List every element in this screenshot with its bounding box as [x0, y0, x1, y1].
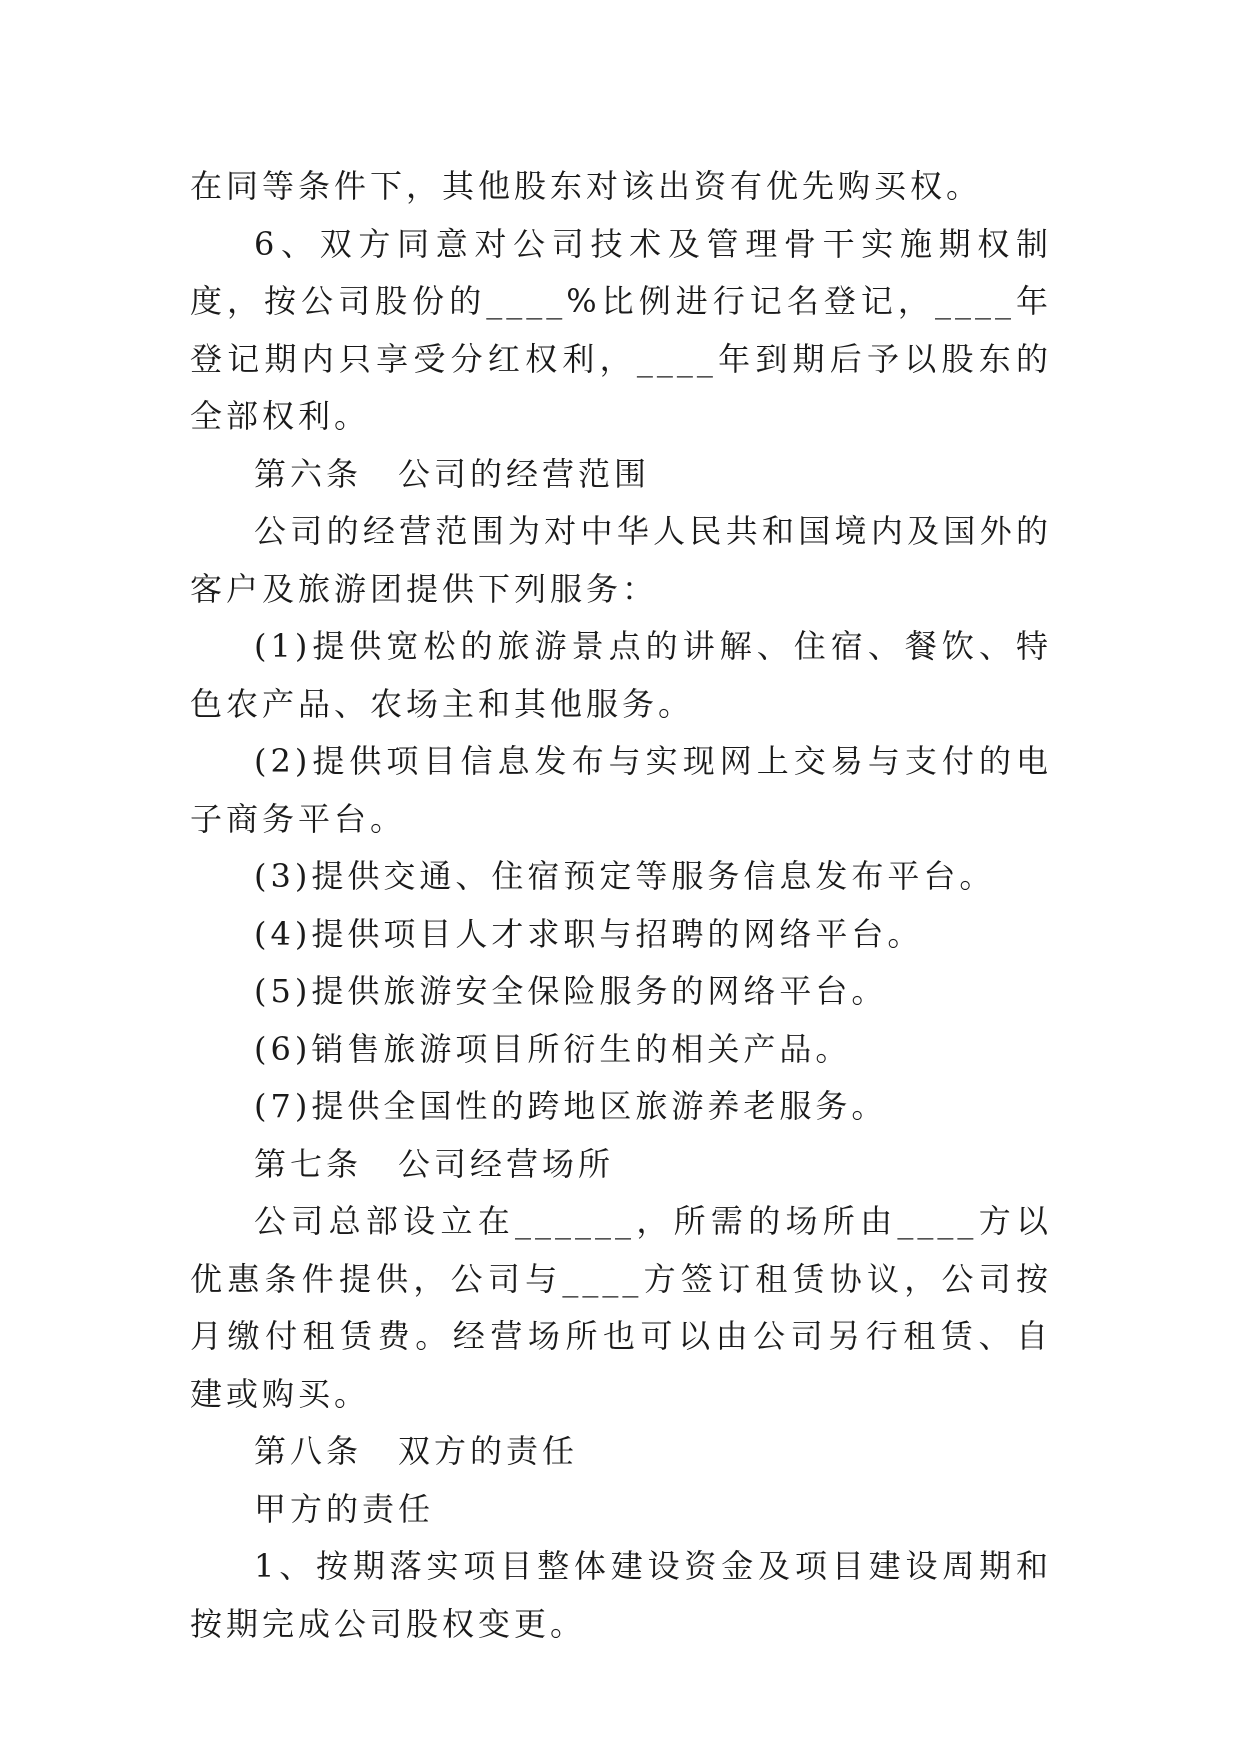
- paragraph: 公司的经营范围为对中华人民共和国境内及国外的客户及旅游团提供下列服务：: [190, 512, 1052, 608]
- list-item: (3)提供交通、住宿预定等服务信息发布平台。: [254, 857, 996, 895]
- paragraph: 1、按期落实项目整体建设资金及项目建设周期和按期完成公司股权变更。: [190, 1547, 1052, 1643]
- paragraph: 6、双方同意对公司技术及管理骨干实施期权制度，按公司股份的____%比例进行记名登记，____年登记期内只享受分红权利，____年到期后予以股东的全部权利。: [190, 224, 1052, 435]
- list-item: (7)提供全国性的跨地区旅游养老服务。: [254, 1087, 888, 1125]
- paragraph: 在同等条件下，其他股东对该出资有优先购买权。: [190, 167, 983, 205]
- article-heading: 第六条 公司的经营范围: [254, 454, 651, 493]
- article-heading: 第八条 双方的责任: [254, 1432, 579, 1470]
- list-item: (1)提供宽松的旅游景点的讲解、住宿、餐饮、特色农产品、农场主和其他服务。: [190, 627, 1052, 723]
- list-item: (6)销售旅游项目所衍生的相关产品。: [254, 1029, 852, 1068]
- article-heading: 第七条 公司经营场所: [254, 1144, 615, 1183]
- list-item: (2)提供项目信息发布与实现网上交易与支付的电子商务平台。: [190, 742, 1052, 838]
- list-item: (5)提供旅游安全保险服务的网络平台。: [254, 972, 888, 1010]
- sub-heading: 甲方的责任: [254, 1489, 435, 1528]
- document-body: [190, 158, 1052, 1653]
- paragraph: 公司总部设立在______，所需的场所由____方以优惠条件提供，公司与____方签订租赁协议，公司按月缴付租赁费。经营场所也可以由公司另行租赁、自建或购买。: [190, 1202, 1052, 1413]
- list-item: (4)提供项目人才求职与招聘的网络平台。: [254, 914, 924, 953]
